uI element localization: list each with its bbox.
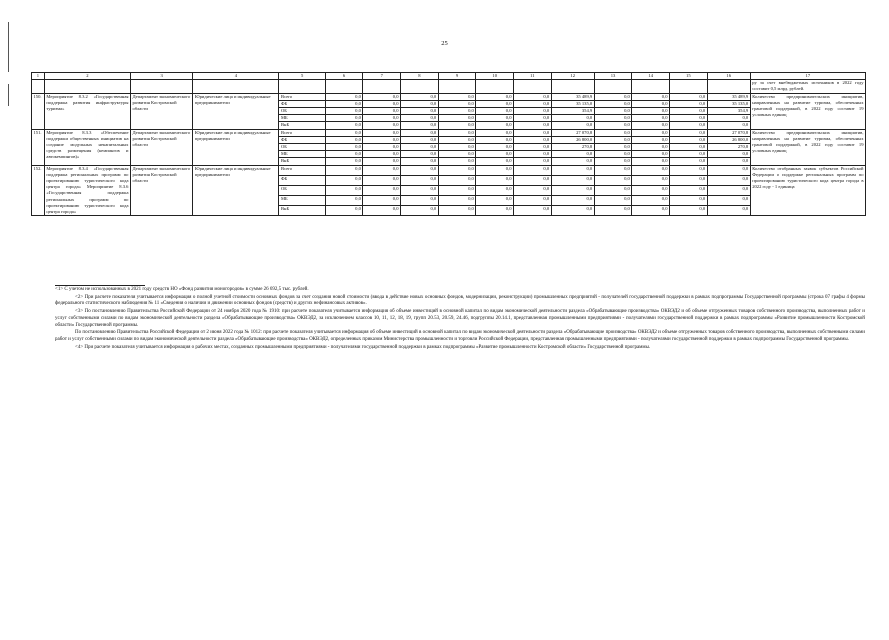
amount-cell: 0,0 — [325, 185, 363, 195]
empty-cell — [438, 80, 476, 93]
empty-cell — [707, 80, 750, 93]
footnote: <3> По постановлению Правительства Российской Федерации от 24 ноября 2020 года № 1910: при расчете показателя учитывается информация об объеме инвестиций в основной капитал по видам экономической деятельности раздела «Обрабатывающие производства» ОКВЭД2 и об объеме отгруженных товаров собственного производства, выполненных работ и услуг собственными силами по видам экономической деятельности раздела «Обрабатывающие производства» ОКВЭД2, за исключением классов 10, 11, 12, 18, 19, групп 20.53, 20.59, 24.46, подгруппы 20.14.1, представленная промышленными предприятиями - получателями государственной поддержки в рамках подпрограммы «Развитие промышленности Костромской области» Государственной программы. — [55, 308, 865, 328]
column-header: 4 — [193, 73, 279, 80]
amount-cell: 0,0 — [670, 158, 708, 165]
amount-cell: 0,0 — [632, 100, 670, 107]
amount-cell: 0,0 — [401, 108, 439, 115]
amount-cell: 0,0 — [594, 158, 632, 165]
amount-cell: 0,0 — [325, 144, 363, 151]
amount-cell: 0,0 — [363, 93, 401, 100]
footnote: <1> С учетом не использованных в 2021 году средств НО «Фонд развития моногородов» в сумме 26 692,5 тыс. рублей. — [55, 287, 309, 292]
expected-result: Количество предпринимательских инициатив, направленных на развитие туризма, обеспеченных грантовой поддержкой, в 2022 году составит 19 условных единиц — [750, 93, 865, 129]
amount-cell: 0,0 — [401, 100, 439, 107]
amount-cell: 0,0 — [670, 175, 708, 185]
event-name: Мероприятие 8.3.4 «Государственная поддержка региональных программ по проектированию туристического кода центра города» Мероприятие 8.3.6 «Государственная поддержка региональных программ по проектированию туристического кода центра города» — [46, 165, 129, 215]
footnotes — [55, 287, 865, 352]
event-name: Мероприятие 8.3.2 «Государственная поддержка развития инфраструктуры туризма» — [44, 93, 130, 129]
executor: Департамент экономического развития Костромской области — [130, 93, 192, 129]
amount-cell: 35 489,9 — [707, 93, 750, 100]
amount-cell: 0,0 — [594, 136, 632, 143]
amount-cell: 0,0 — [594, 144, 632, 151]
amount-cell: 0,0 — [476, 129, 514, 136]
amount-cell: 0,0 — [707, 158, 750, 165]
amount-cell: 0,0 — [707, 175, 750, 185]
column-header: 5 — [279, 73, 325, 80]
empty-cell — [632, 80, 670, 93]
amount-cell: 0,0 — [707, 122, 750, 129]
amount-cell: 0,0 — [670, 129, 708, 136]
amount-cell: 0,0 — [401, 185, 439, 195]
amount-cell: 0,0 — [594, 108, 632, 115]
amount-cell: 0,0 — [551, 175, 594, 185]
amount-cell: 0,0 — [476, 108, 514, 115]
amount-cell: 0,0 — [325, 158, 363, 165]
amount-cell: 0,0 — [594, 196, 632, 206]
funding-source: Всего — [279, 129, 325, 136]
amount-cell: 0,0 — [401, 136, 439, 143]
amount-cell: 0,0 — [594, 185, 632, 195]
recipient: Юридические лица и индивидуальные предприниматели — [193, 129, 279, 165]
amount-cell: 0,0 — [401, 158, 439, 165]
amount-cell: 0,0 — [363, 175, 401, 185]
amount-cell: 0,0 — [551, 165, 594, 175]
amount-cell: 0,0 — [632, 196, 670, 206]
amount-cell: 0,0 — [476, 196, 514, 206]
amount-cell: 0,0 — [632, 206, 670, 216]
amount-cell: 0,0 — [514, 93, 552, 100]
column-header: 10 — [476, 73, 514, 80]
amount-cell: 0,0 — [325, 108, 363, 115]
amount-cell: 0,0 — [438, 206, 476, 216]
footnote-separator — [55, 285, 145, 286]
amount-cell: 0,0 — [551, 206, 594, 216]
amount-cell: 0,0 — [325, 93, 363, 100]
amount-cell: 0,0 — [476, 185, 514, 195]
table-row — [32, 93, 866, 100]
amount-cell: 0,0 — [670, 165, 708, 175]
empty-cell — [32, 80, 45, 93]
header-row — [32, 73, 866, 80]
amount-cell: 35 135,0 — [707, 100, 750, 107]
amount-cell: 0,0 — [670, 108, 708, 115]
recipient: Юридические лица и индивидуальные предприниматели — [193, 93, 279, 129]
amount-cell: 0,0 — [476, 144, 514, 151]
amount-cell: 0,0 — [594, 122, 632, 129]
amount-cell: 0,0 — [514, 206, 552, 216]
amount-cell: 0,0 — [363, 185, 401, 195]
amount-cell: 0,0 — [514, 100, 552, 107]
amount-cell: 0,0 — [438, 93, 476, 100]
amount-cell: 0,0 — [707, 165, 750, 175]
amount-cell: 0,0 — [670, 93, 708, 100]
amount-cell: 0,0 — [514, 136, 552, 143]
amount-cell: 0,0 — [401, 206, 439, 216]
empty-cell — [476, 80, 514, 93]
amount-cell: 0,0 — [632, 185, 670, 195]
amount-cell: 0,0 — [438, 100, 476, 107]
amount-cell: 0,0 — [363, 151, 401, 158]
empty-cell — [594, 80, 632, 93]
amount-cell: 27 070,8 — [551, 129, 594, 136]
row-number: 152. — [32, 165, 45, 216]
column-header: 1 — [32, 73, 45, 80]
amount-cell: 0,0 — [670, 206, 708, 216]
amount-cell: 0,0 — [670, 144, 708, 151]
carry-over-text: ру за счет внебюджетных источников в 2022 году составит 0,5 млрд. рублей. — [752, 80, 864, 92]
empty-cell — [325, 80, 363, 93]
funding-source: ОБ — [279, 108, 325, 115]
amount-cell: 0,0 — [670, 115, 708, 122]
column-header: 7 — [363, 73, 401, 80]
amount-cell: 0,0 — [670, 185, 708, 195]
funding-source: ФБ — [279, 100, 325, 107]
executor: Департамент экономического развития Костромской области — [130, 129, 192, 165]
amount-cell: 0,0 — [632, 93, 670, 100]
amount-cell: 0,0 — [514, 185, 552, 195]
column-header: 17 — [750, 73, 865, 80]
amount-cell: 0,0 — [438, 196, 476, 206]
amount-cell: 0,0 — [325, 165, 363, 175]
amount-cell: 0,0 — [363, 129, 401, 136]
column-header: 15 — [670, 73, 708, 80]
amount-cell: 270,8 — [707, 144, 750, 151]
amount-cell: 26 800,0 — [707, 136, 750, 143]
column-header: 3 — [130, 73, 192, 80]
funding-source: Всего — [279, 93, 325, 100]
amount-cell: 0,0 — [551, 185, 594, 195]
amount-cell: 0,0 — [632, 144, 670, 151]
amount-cell: 0,0 — [632, 151, 670, 158]
amount-cell: 0,0 — [551, 158, 594, 165]
amount-cell: 0,0 — [594, 100, 632, 107]
amount-cell: 0,0 — [514, 158, 552, 165]
amount-cell: 0,0 — [670, 151, 708, 158]
amount-cell: 0,0 — [325, 175, 363, 185]
amount-cell: 0,0 — [363, 115, 401, 122]
row-number: 151. — [32, 129, 45, 165]
footnote: По постановлению Правительства Российской Федерации от 2 июня 2022 года № 1012: при расчете показателя учитывается информация об объеме инвестиций в основной капитал по видам экономической деятельности раздела «Обрабатывающие производства» ОКВЭД2 и объеме отгруженных товаров собственного производства, выполненных собственными силами работ и услуг собственными силами по видам экономической деятельности раздела «Обрабатывающие производства» ОКВЭД2, определенных приказом Министерства промышленности и торговли Российской Федерации, представленная промышленными предприятиями - получателями государственной поддержки в рамках подпрограммы Государственной программы. — [55, 330, 865, 342]
amount-cell: 0,0 — [438, 185, 476, 195]
funding-source: МБ — [279, 115, 325, 122]
recipient: Юридические лица и индивидуальные предприниматели — [193, 165, 279, 216]
column-header: 12 — [551, 73, 594, 80]
amount-cell: 0,0 — [670, 196, 708, 206]
amount-cell: 0,0 — [551, 196, 594, 206]
amount-cell: 0,0 — [363, 158, 401, 165]
amount-cell: 0,0 — [476, 165, 514, 175]
column-header: 8 — [401, 73, 439, 80]
amount-cell: 0,0 — [401, 175, 439, 185]
amount-cell: 0,0 — [363, 144, 401, 151]
empty-cell — [670, 80, 708, 93]
column-header: 13 — [594, 73, 632, 80]
amount-cell: 0,0 — [438, 158, 476, 165]
amount-cell: 0,0 — [325, 151, 363, 158]
amount-cell: 0,0 — [632, 108, 670, 115]
amount-cell: 0,0 — [363, 100, 401, 107]
column-header: 14 — [632, 73, 670, 80]
column-header: 16 — [707, 73, 750, 80]
amount-cell: 354,9 — [551, 108, 594, 115]
amount-cell: 0,0 — [707, 206, 750, 216]
amount-cell: 0,0 — [632, 122, 670, 129]
amount-cell: 0,0 — [594, 115, 632, 122]
amount-cell: 0,0 — [632, 175, 670, 185]
amount-cell: 0,0 — [401, 165, 439, 175]
funding-source: ВнБ — [279, 158, 325, 165]
amount-cell: 0,0 — [594, 151, 632, 158]
empty-cell — [551, 80, 594, 93]
amount-cell: 0,0 — [514, 175, 552, 185]
amount-cell: 0,0 — [594, 206, 632, 216]
funding-source: ВнБ — [279, 206, 325, 216]
column-header: 11 — [514, 73, 552, 80]
amount-cell: 0,0 — [514, 165, 552, 175]
amount-cell: 0,0 — [476, 115, 514, 122]
amount-cell: 0,0 — [632, 158, 670, 165]
amount-cell: 0,0 — [401, 151, 439, 158]
amount-cell: 270,8 — [551, 144, 594, 151]
amount-cell: 0,0 — [438, 122, 476, 129]
amount-cell: 35 489,9 — [551, 93, 594, 100]
amount-cell: 26 800,0 — [551, 136, 594, 143]
empty-cell — [279, 80, 325, 93]
empty-cell — [193, 80, 279, 93]
amount-cell: 0,0 — [514, 115, 552, 122]
amount-cell: 0,0 — [476, 100, 514, 107]
amount-cell: 0,0 — [514, 196, 552, 206]
program-table — [31, 72, 866, 216]
executor: Департамент экономического развития Костромской области — [130, 165, 192, 216]
empty-cell — [401, 80, 439, 93]
amount-cell: 0,0 — [438, 144, 476, 151]
amount-cell: 0,0 — [514, 144, 552, 151]
amount-cell: 0,0 — [401, 144, 439, 151]
row-number: 150. — [32, 93, 45, 129]
amount-cell: 0,0 — [476, 151, 514, 158]
amount-cell: 0,0 — [670, 122, 708, 129]
amount-cell: 0,0 — [363, 196, 401, 206]
empty-cell — [514, 80, 552, 93]
funding-source: МБ — [279, 151, 325, 158]
amount-cell: 0,0 — [363, 108, 401, 115]
table-row — [32, 165, 866, 175]
amount-cell: 0,0 — [476, 158, 514, 165]
amount-cell: 0,0 — [363, 206, 401, 216]
amount-cell: 35 135,0 — [551, 100, 594, 107]
expected-result: Количество предпринимательских инициатив, направленных на развитие туризма, обеспеченных грантовой поддержкой, в 2022 году составит 19 условных единиц — [750, 129, 865, 165]
binding-mark-top — [8, 22, 9, 72]
amount-cell: 0,0 — [670, 136, 708, 143]
amount-cell: 0,0 — [363, 165, 401, 175]
empty-cell — [44, 80, 130, 93]
amount-cell: 0,0 — [325, 196, 363, 206]
amount-cell: 0,0 — [514, 129, 552, 136]
funding-source: ФБ — [279, 175, 325, 185]
amount-cell: 0,0 — [438, 165, 476, 175]
amount-cell: 0,0 — [438, 115, 476, 122]
amount-cell: 0,0 — [551, 151, 594, 158]
amount-cell: 0,0 — [438, 151, 476, 158]
amount-cell: 354,9 — [707, 108, 750, 115]
column-header: 2 — [44, 73, 130, 80]
amount-cell: 0,0 — [325, 122, 363, 129]
amount-cell: 0,0 — [551, 115, 594, 122]
amount-cell: 0,0 — [670, 100, 708, 107]
empty-cell — [130, 80, 192, 93]
amount-cell: 0,0 — [438, 129, 476, 136]
amount-cell: 0,0 — [401, 129, 439, 136]
amount-cell: 0,0 — [594, 165, 632, 175]
amount-cell: 0,0 — [438, 175, 476, 185]
binding-mark-bottom — [8, 84, 9, 106]
funding-source: Всего — [279, 165, 325, 175]
amount-cell: 0,0 — [325, 129, 363, 136]
event-name: Мероприятие 8.3.3 «Обеспечение поддержки общественных инициатив на создание модульных некапитальных средств размещения (кемпингов и автокемпингов)» — [44, 129, 130, 165]
amount-cell: 27 070,8 — [707, 129, 750, 136]
amount-cell: 0,0 — [707, 115, 750, 122]
amount-cell: 0,0 — [632, 115, 670, 122]
amount-cell: 0,0 — [325, 206, 363, 216]
carry-over-row — [32, 80, 866, 93]
amount-cell: 0,0 — [476, 206, 514, 216]
amount-cell: 0,0 — [401, 122, 439, 129]
amount-cell: 0,0 — [514, 108, 552, 115]
amount-cell: 0,0 — [707, 185, 750, 195]
amount-cell: 0,0 — [401, 196, 439, 206]
funding-source: ОБ — [279, 185, 325, 195]
amount-cell: 0,0 — [632, 136, 670, 143]
amount-cell: 0,0 — [476, 122, 514, 129]
table-row — [32, 129, 866, 136]
amount-cell: 0,0 — [632, 129, 670, 136]
amount-cell: 0,0 — [363, 136, 401, 143]
column-header: 6 — [325, 73, 363, 80]
amount-cell: 0,0 — [401, 93, 439, 100]
expected-result: Количество отобранных заявок субъектов Российской Федерации о поддержке региональных программ по проектированию туристического кода центра города в 2022 году - 1 единица — [750, 165, 865, 216]
funding-source: ВнБ — [279, 122, 325, 129]
amount-cell: 0,0 — [707, 151, 750, 158]
amount-cell: 0,0 — [594, 93, 632, 100]
amount-cell: 0,0 — [363, 122, 401, 129]
funding-source: МБ — [279, 196, 325, 206]
amount-cell: 0,0 — [551, 122, 594, 129]
amount-cell: 0,0 — [514, 122, 552, 129]
footnote: <4> При расчете показателя учитывается информация о рабочих местах, созданных промышленными предприятиями - получателями государственной поддержки в рамках подпрограммы «Развитие промышленности Костромской области» Государственной программы. — [75, 344, 651, 350]
amount-cell: 0,0 — [514, 151, 552, 158]
amount-cell: 0,0 — [325, 100, 363, 107]
amount-cell: 0,0 — [476, 136, 514, 143]
funding-source: ФБ — [279, 136, 325, 143]
footnote: <2> При расчете показателя учитывается информация о полной учетной стоимости основных фондов за счет создания новой стоимости (ввода в действие новых основных фондов, модернизации, реконструкции) промышленных предприятий - получателей государственной поддержки в рамках подпрограммы Государственной программы (строка 07 графы 4 формы федерального статистического наблюдения № 11 «Сведения о наличии и движении основных фондов (средств) и других нефинансовых активов». — [55, 294, 865, 307]
amount-cell: 0,0 — [594, 129, 632, 136]
funding-source: ОБ — [279, 144, 325, 151]
column-header: 9 — [438, 73, 476, 80]
amount-cell: 0,0 — [594, 175, 632, 185]
page-number: 25 — [441, 40, 448, 47]
amount-cell: 0,0 — [325, 136, 363, 143]
table-body — [32, 73, 866, 216]
empty-cell — [363, 80, 401, 93]
amount-cell: 0,0 — [632, 165, 670, 175]
amount-cell: 0,0 — [438, 136, 476, 143]
amount-cell: 0,0 — [476, 93, 514, 100]
amount-cell: 0,0 — [325, 115, 363, 122]
amount-cell: 0,0 — [401, 115, 439, 122]
amount-cell: 0,0 — [707, 196, 750, 206]
amount-cell: 0,0 — [438, 108, 476, 115]
amount-cell: 0,0 — [476, 175, 514, 185]
